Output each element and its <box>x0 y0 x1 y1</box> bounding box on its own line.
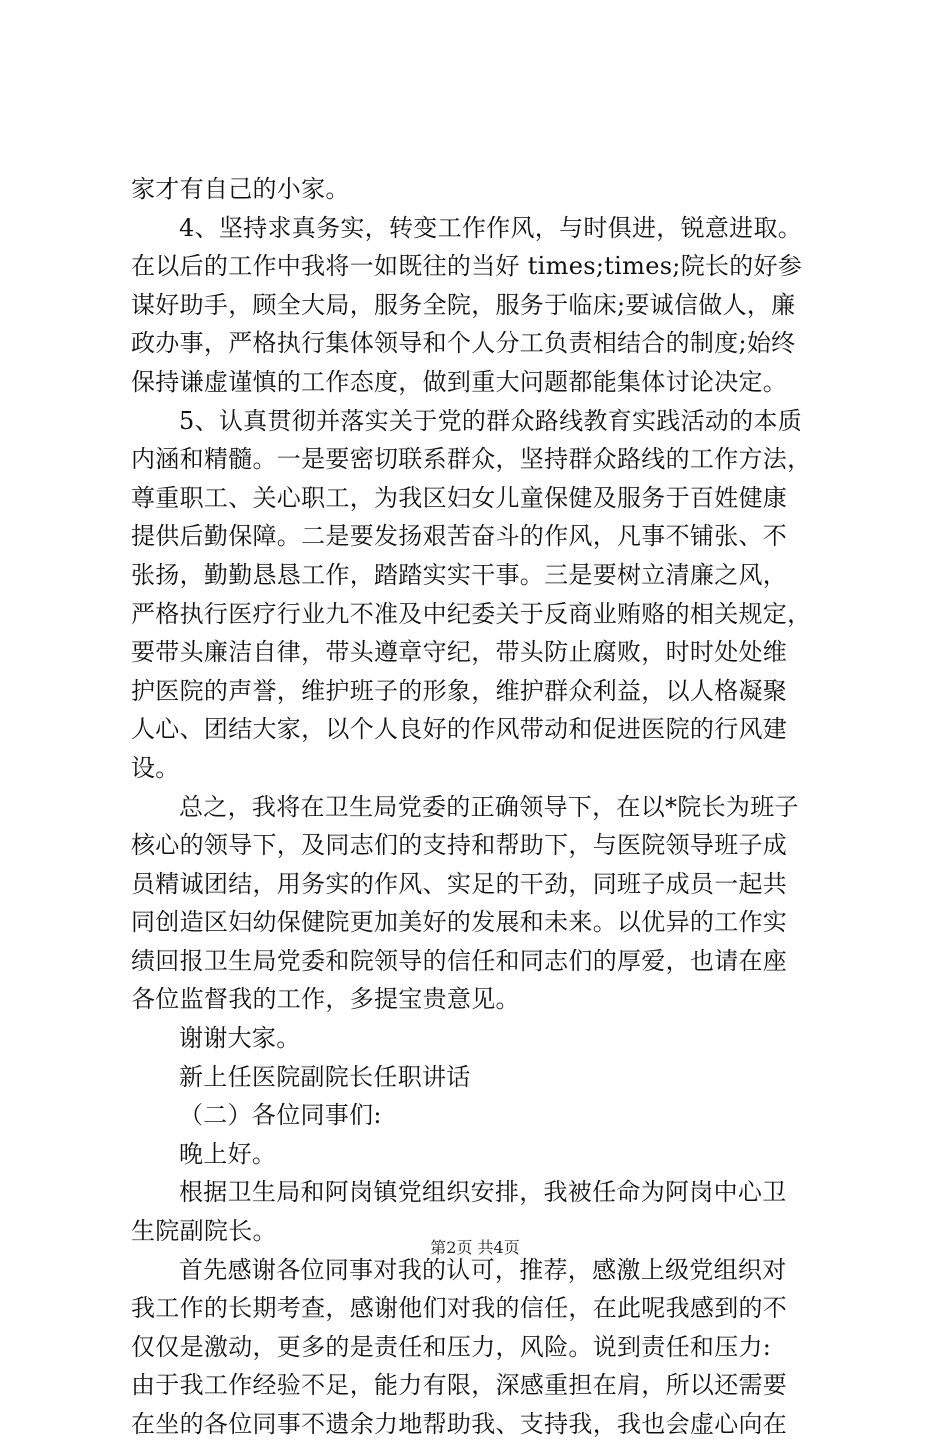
text-line: 人心、团结大家，以个人良好的作风带动和促进医院的行风建 <box>131 715 788 744</box>
text-line: 我工作的长期考查，感谢他们对我的信任，在此呢我感到的不 <box>131 1294 788 1323</box>
text-line: 生院副院长。 <box>131 1217 277 1246</box>
text-line: 员精诚团结，用务实的作风、实足的干劲，同班子成员一起共 <box>131 869 788 898</box>
text-line: 根据卫生局和阿岗镇党组织安排，我被任命为阿岗中心卫 <box>179 1178 787 1207</box>
text-line: 仅仅是激动，更多的是责任和压力，风险。说到责任和压力: <box>131 1332 772 1361</box>
text-line: 4、坚持求真务实，转变工作作风，与时俱进，锐意进取。 <box>179 213 803 242</box>
page-number-footer: 第2页 共4页 <box>430 1238 520 1257</box>
text-line: 尊重职工、关心职工，为我区妇女儿童保健及服务于百姓健康 <box>131 483 788 512</box>
text-line: 严格执行医疗行业九不准及中纪委关于反商业贿赂的相关规定， <box>131 599 812 628</box>
text-line: 张扬，勤勤恳恳工作，踏踏实实干事。三是要树立清廉之风， <box>131 560 788 589</box>
text-line: 谢谢大家。 <box>179 1024 301 1053</box>
text-line: 5、认真贯彻并落实关于党的群众路线教育实践活动的本质 <box>179 406 803 435</box>
text-line: （二）各位同事们: <box>179 1101 382 1130</box>
text-line: 内涵和精髓。一是要密切联系群众，坚持群众路线的工作方法， <box>131 445 812 474</box>
text-line: 新上任医院副院长任职讲话 <box>179 1062 471 1091</box>
text-line: 保持谦虚谨慎的工作态度，做到重大问题都能集体讨论决定。 <box>131 367 788 396</box>
text-line: 晚上好。 <box>179 1139 277 1168</box>
text-line: 在以后的工作中我将一如既往的当好 times;times;院长的好参 <box>131 252 803 281</box>
text-line: 政办事，严格执行集体领导和个人分工负责相结合的制度;始终 <box>131 329 796 358</box>
text-line: 护医院的声誉，维护班子的形象，维护群众利益，以人格凝聚 <box>131 676 788 705</box>
text-line: 家才有自己的小家。 <box>131 175 350 203</box>
text-line: 要带头廉洁自律，带头遵章守纪，带头防止腐败，时时处处维 <box>131 638 788 667</box>
text-line: 由于我工作经验不足，能力有限，深感重担在肩，所以还需要 <box>131 1371 788 1400</box>
text-line: 绩回报卫生局党委和院领导的信任和同志们的厚爱，也请在座 <box>131 946 788 975</box>
text-line: 总之，我将在卫生局党委的正确领导下，在以*院长为班子 <box>179 792 799 821</box>
text-line: 设。 <box>131 753 180 782</box>
text-line: 同创造区妇幼保健院更加美好的发展和未来。以优异的工作实 <box>131 908 788 937</box>
text-line: 首先感谢各位同事对我的认可，推荐，感激上级党组织对 <box>179 1255 787 1284</box>
text-line: 核心的领导下，及同志们的支持和帮助下，与医院领导班子成 <box>131 831 788 860</box>
text-line: 各位监督我的工作，多提宝贵意见。 <box>131 985 520 1014</box>
text-line: 谋好助手，顾全大局，服务全院，服务于临床;要诚信做人，廉 <box>131 290 796 319</box>
text-line: 提供后勤保障。二是要发扬艰苦奋斗的作风，凡事不铺张、不 <box>131 522 788 551</box>
text-line: 在坐的各位同事不遗余力地帮助我、支持我，我也会虚心向在 <box>131 1410 788 1438</box>
